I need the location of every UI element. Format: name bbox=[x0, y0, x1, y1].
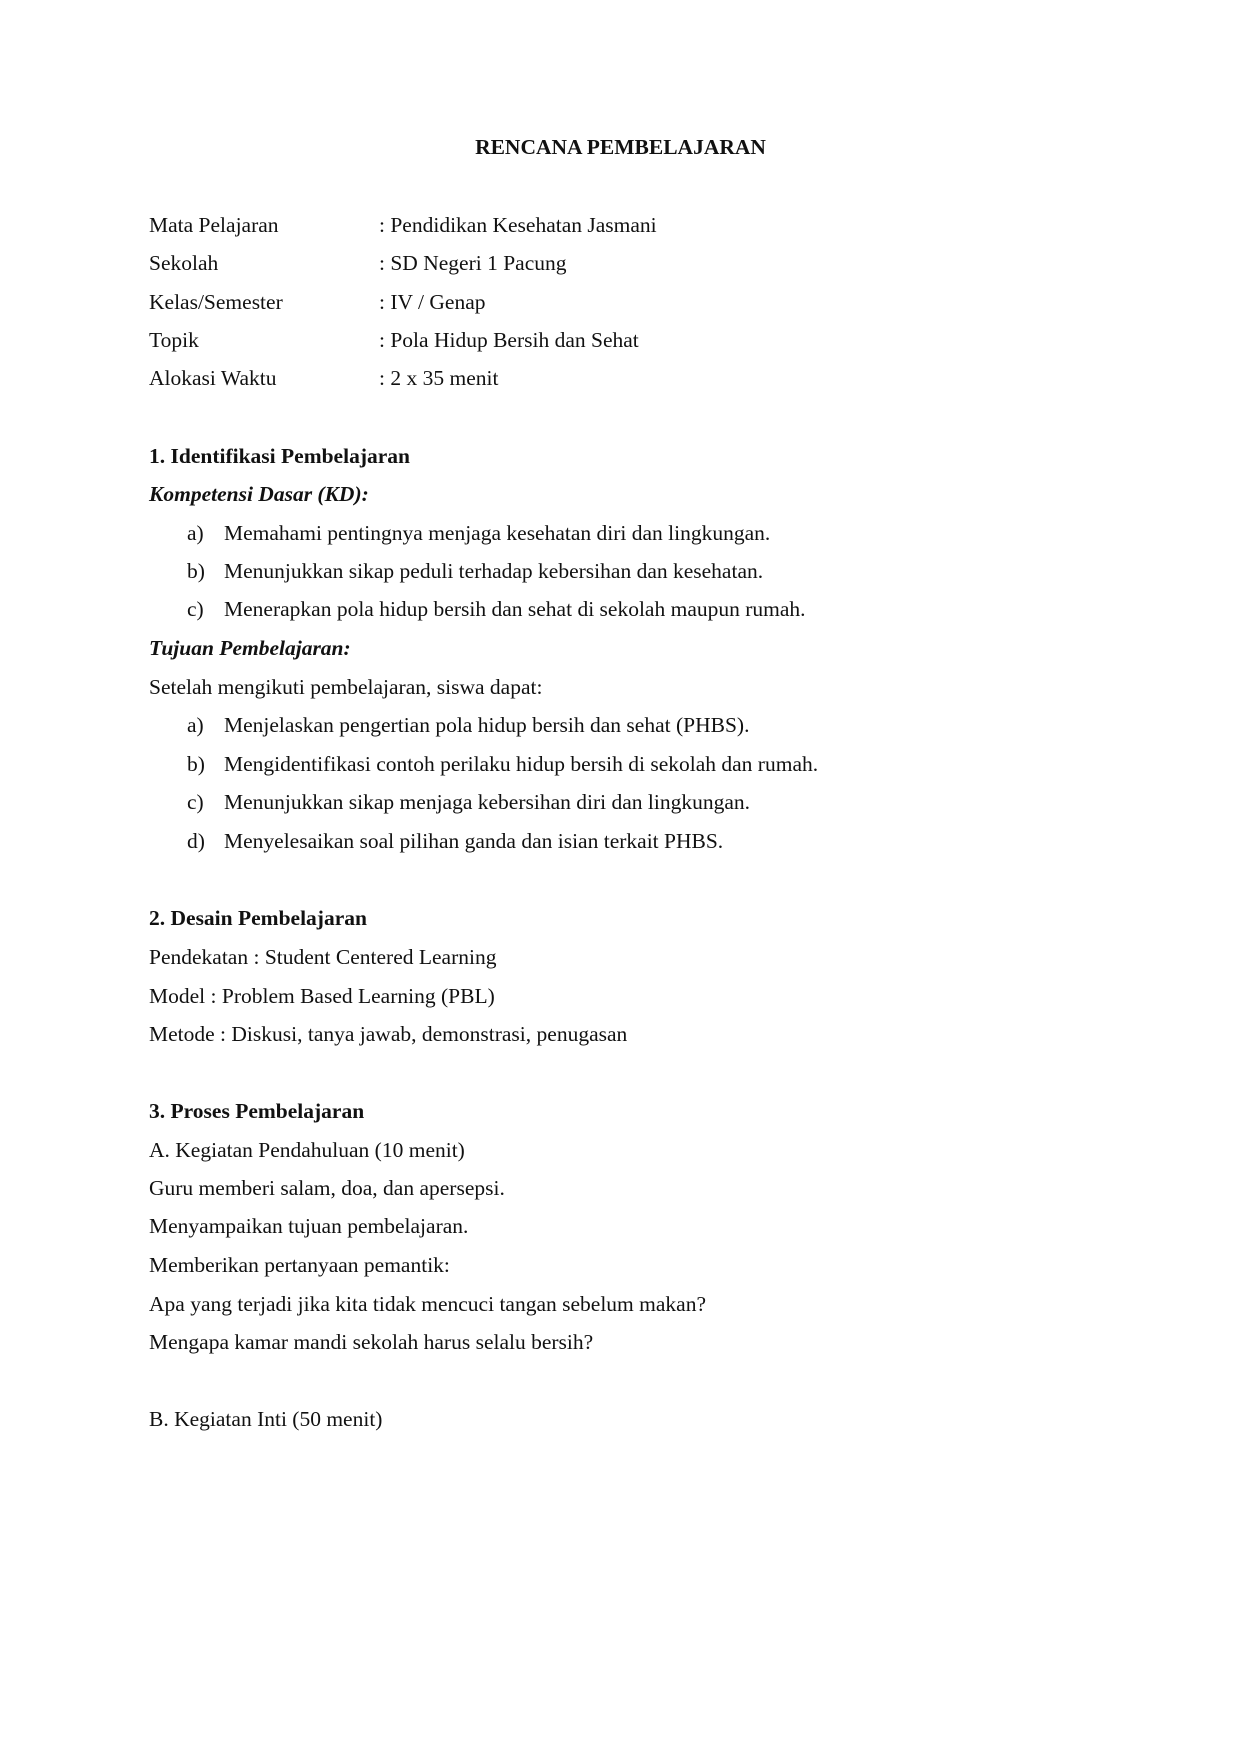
section-heading: 1. Identifikasi Pembelajaran bbox=[149, 444, 410, 468]
list-marker: a) bbox=[187, 713, 204, 737]
paragraph: Metode : Diskusi, tanya jawab, demonstrasi, penugasan bbox=[149, 1022, 628, 1046]
paragraph: Menyampaikan tujuan pembelajaran. bbox=[149, 1214, 469, 1238]
paragraph: A. Kegiatan Pendahuluan (10 menit) bbox=[149, 1138, 465, 1162]
page-title: RENCANA PEMBELAJARAN bbox=[475, 135, 766, 159]
info-value: : Pola Hidup Bersih dan Sehat bbox=[379, 328, 639, 352]
paragraph: Model : Problem Based Learning (PBL) bbox=[149, 984, 495, 1008]
info-row bbox=[149, 250, 567, 276]
info-label: Topik bbox=[149, 328, 199, 352]
info-row bbox=[149, 289, 485, 315]
list-item bbox=[187, 520, 770, 546]
info-label: Kelas/Semester bbox=[149, 290, 283, 314]
list-item bbox=[187, 712, 749, 738]
section-heading: 2. Desain Pembelajaran bbox=[149, 906, 367, 930]
list-marker: b) bbox=[187, 752, 205, 776]
info-row bbox=[149, 212, 657, 238]
list-marker: c) bbox=[187, 597, 204, 621]
list-text: Menunjukkan sikap peduli terhadap kebersihan dan kesehatan. bbox=[224, 559, 764, 583]
info-value: : IV / Genap bbox=[379, 290, 486, 314]
info-value: : 2 x 35 menit bbox=[379, 366, 499, 390]
subsection-heading: Kompetensi Dasar (KD): bbox=[149, 482, 369, 506]
info-value: : SD Negeri 1 Pacung bbox=[379, 251, 567, 275]
section-heading: 3. Proses Pembelajaran bbox=[149, 1099, 365, 1123]
list-text: Menerapkan pola hidup bersih dan sehat di sekolah maupun rumah. bbox=[224, 597, 806, 621]
list-text: Mengidentifikasi contoh perilaku hidup bersih di sekolah dan rumah. bbox=[224, 752, 819, 776]
paragraph: Memberikan pertanyaan pemantik: bbox=[149, 1253, 450, 1277]
info-row bbox=[149, 327, 639, 353]
info-value: : Pendidikan Kesehatan Jasmani bbox=[379, 213, 657, 237]
list-text: Menjelaskan pengertian pola hidup bersih dan sehat (PHBS). bbox=[224, 713, 750, 737]
list-item bbox=[187, 751, 818, 777]
list-text: Menyelesaikan soal pilihan ganda dan isian terkait PHBS. bbox=[224, 829, 724, 853]
list-item bbox=[187, 596, 806, 622]
list-text: Memahami pentingnya menjaga kesehatan diri dan lingkungan. bbox=[224, 521, 771, 545]
list-marker: c) bbox=[187, 790, 204, 814]
list-item bbox=[187, 828, 723, 854]
info-label: Alokasi Waktu bbox=[149, 366, 277, 390]
paragraph: Mengapa kamar mandi sekolah harus selalu bersih? bbox=[149, 1330, 594, 1354]
list-item bbox=[187, 789, 750, 815]
paragraph: Pendekatan : Student Centered Learning bbox=[149, 945, 497, 969]
list-item bbox=[187, 558, 763, 584]
subsection-heading: Tujuan Pembelajaran: bbox=[149, 636, 351, 660]
paragraph: Setelah mengikuti pembelajaran, siswa dapat: bbox=[149, 675, 543, 699]
info-label: Sekolah bbox=[149, 251, 219, 275]
paragraph: Apa yang terjadi jika kita tidak mencuci tangan sebelum makan? bbox=[149, 1292, 707, 1316]
list-marker: b) bbox=[187, 559, 205, 583]
list-marker: d) bbox=[187, 829, 205, 853]
paragraph: B. Kegiatan Inti (50 menit) bbox=[149, 1407, 383, 1431]
list-marker: a) bbox=[187, 521, 204, 545]
list-text: Menunjukkan sikap menjaga kebersihan diri dan lingkungan. bbox=[224, 790, 751, 814]
paragraph: Guru memberi salam, doa, dan apersepsi. bbox=[149, 1176, 505, 1200]
info-row bbox=[149, 365, 498, 391]
info-label: Mata Pelajaran bbox=[149, 213, 279, 237]
